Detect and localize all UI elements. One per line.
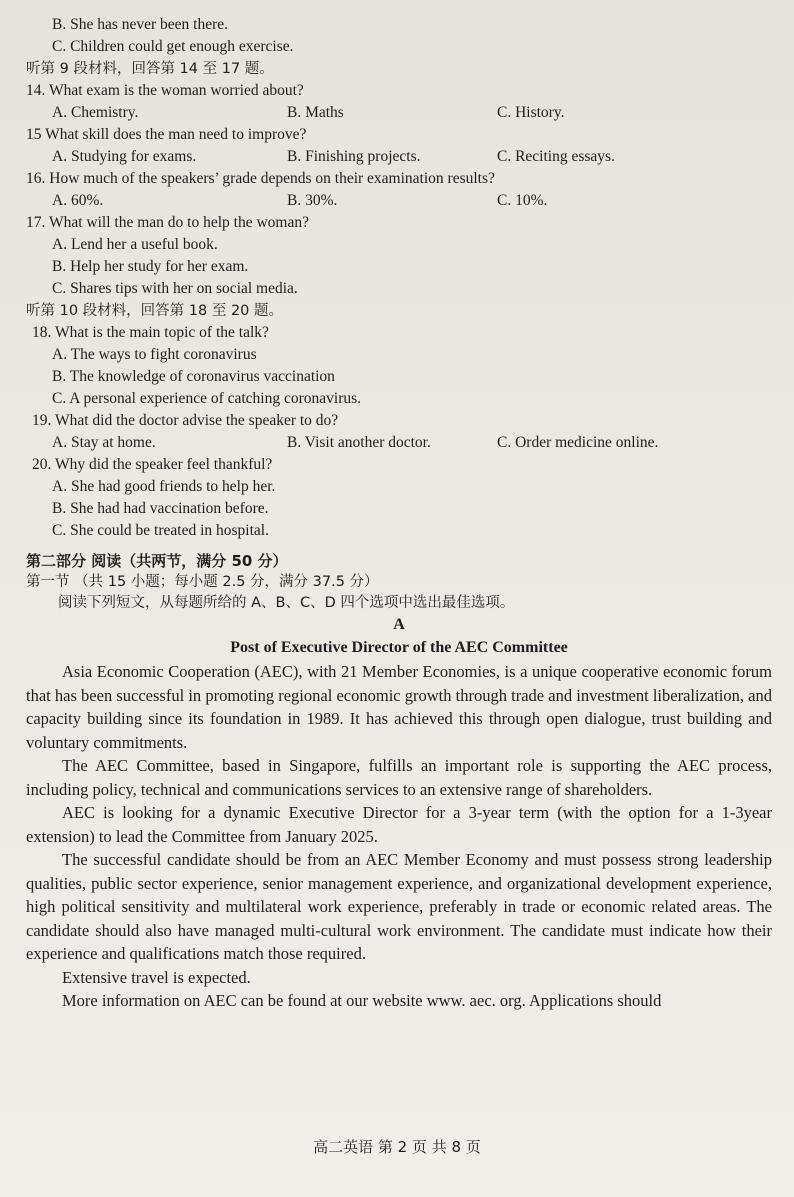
q18-stem: 18. What is the main topic of the talk? <box>32 324 269 341</box>
q15-option-c: C. Reciting essays. <box>497 148 615 165</box>
q20-option-a: A. She had good friends to help her. <box>52 478 276 495</box>
q14-options <box>26 102 772 124</box>
q18-option-c: C. A personal experience of catching coronavirus. <box>52 390 362 407</box>
reading-instruction: 阅读下列短文，从每题所给的 A、B、C、D 四个选项中选出最佳选项。 <box>58 595 515 611</box>
passage-paragraph-5: Extensive travel is expected. <box>62 967 251 987</box>
q20-option-b: B. She had had vaccination before. <box>52 500 269 517</box>
q17-stem: 17. What will the man do to help the woman? <box>26 214 309 231</box>
instruction-passage-9: 听第 9 段材料，回答第 14 至 17 题。 <box>26 61 274 77</box>
q15-option-b: B. Finishing projects. <box>287 148 421 165</box>
passage-letter: A <box>393 616 405 633</box>
q19-options <box>26 432 772 454</box>
q19-stem: 19. What did the doctor advise the speaker to do? <box>32 412 339 429</box>
passage-paragraph-2: The AEC Committee, based in Singapore, fulfills an important role is supporting the AEC process, including policy, technical and communications services to an extensive range of shareholders. <box>26 756 772 799</box>
passage-paragraph-3: AEC is looking for a dynamic Executive Director for a 3-year term (with the option for a 1-3year extension) to lead the Committee from January 2025. <box>26 803 772 846</box>
page-footer: 高二英语 第 2 页 共 8 页 <box>313 1138 481 1156</box>
passage-paragraph-4: The successful candidate should be from an AEC Member Economy and must possess strong leadership qualities, public sector experience, senior management experience, and organizational development experience, high political sensitivity and multilateral work experience, preferably in trade or economic related areas. The candidate should also have managed multi-cultural work environment. The candidate must indicate how their experience and qualifications match those required. <box>26 850 772 963</box>
q18-option-a: A. The ways to fight coronavirus <box>52 346 257 363</box>
q15-options <box>26 146 772 168</box>
q16-stem: 16. How much of the speakers’ grade depends on their examination results? <box>26 170 495 187</box>
q20-option-c: C. She could be treated in hospital. <box>52 522 269 539</box>
q19-option-c: C. Order medicine online. <box>497 434 659 451</box>
q13-option-b: B. She has never been there. <box>52 16 229 33</box>
q17-option-a: A. Lend her a useful book. <box>52 236 218 253</box>
passage-paragraph-1: Asia Economic Cooperation (AEC), with 21 Member Economies, is a unique cooperative economic forum that has been successful in promoting regional economic growth through trade and investment liberalization, and capacity building since its foundation in 1989. It has achieved this through open dialogue, trust building and voluntary commitments. <box>26 662 772 752</box>
q17-option-c: C. Shares tips with her on social media. <box>52 280 298 297</box>
q16-option-c: C. 10%. <box>497 192 548 209</box>
q19-option-a: A. Stay at home. <box>52 434 156 451</box>
q15-stem: 15 What skill does the man need to improve? <box>26 126 307 143</box>
q14-option-a: A. Chemistry. <box>52 104 139 121</box>
instruction-passage-10: 听第 10 段材料，回答第 18 至 20 题。 <box>26 303 284 319</box>
q19-option-b: B. Visit another doctor. <box>287 434 431 451</box>
q14-option-c: C. History. <box>497 104 565 121</box>
q18-option-b: B. The knowledge of coronavirus vaccination <box>52 368 335 385</box>
q16-option-b: B. 30%. <box>287 192 338 209</box>
reading-section-1: 第一节 （共 15 小题；每小题 2.5 分，满分 37.5 分） <box>26 574 379 590</box>
q14-option-b: B. Maths <box>287 104 344 121</box>
passage-paragraph-6: More information on AEC can be found at our website www. aec. org. Applications should <box>62 991 662 1010</box>
q17-option-b: B. Help her study for her exam. <box>52 258 249 275</box>
q16-option-a: A. 60%. <box>52 192 104 209</box>
q14-stem: 14. What exam is the woman worried about? <box>26 82 304 99</box>
q16-options <box>26 190 772 212</box>
q13-option-c: C. Children could get enough exercise. <box>52 38 294 55</box>
q20-stem: 20. Why did the speaker feel thankful? <box>32 456 273 473</box>
q15-option-a: A. Studying for exams. <box>52 148 197 165</box>
passage-title: Post of Executive Director of the AEC Committee <box>230 639 568 656</box>
reading-part-title: 第二部分 阅读（共两节，满分 50 分） <box>26 552 288 570</box>
